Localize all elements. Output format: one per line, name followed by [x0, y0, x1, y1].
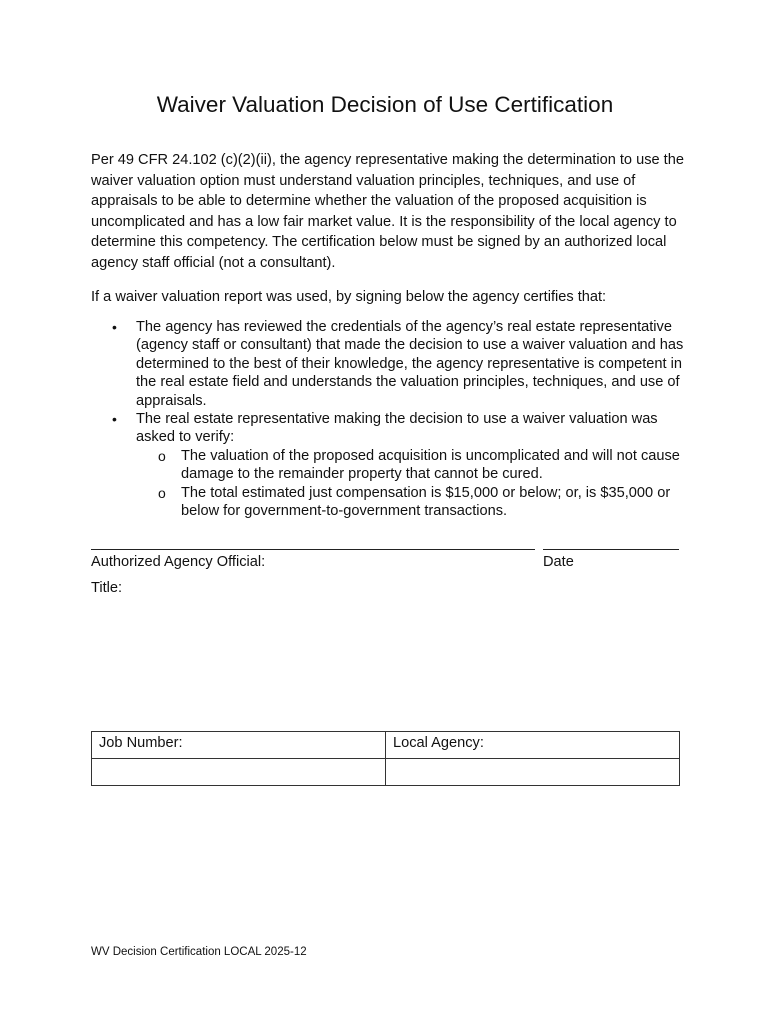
certification-item-text: The agency has reviewed the credentials of the agency’s real estate representative (agency staff or consultant) that made the decision to use a waiver valuation and has determined to the best of their knowledge, the agency representative is competent in the real estate field and understands the valuation principles, techniques, and use of appraisals.	[136, 319, 684, 409]
verification-item-text: The total estimated just compensation is $15,000 or below; or, is $35,000 or below for government-to-government transactions.	[181, 484, 671, 520]
certification-lead: If a waiver valuation report was used, by signing below the agency certifies that:	[91, 289, 607, 305]
date-label: Date	[543, 554, 574, 570]
page-title: Waiver Valuation Decision of Use Certification	[156, 92, 614, 117]
verification-item	[136, 447, 691, 484]
title-label: Title:	[91, 580, 123, 596]
verification-sublist	[136, 447, 691, 521]
footer-text: WV Decision Certification LOCAL 2025-12	[91, 946, 307, 958]
local-agency-label: Local Agency:	[386, 732, 680, 759]
local-agency-field[interactable]	[386, 759, 680, 786]
verification-item	[136, 484, 691, 521]
certification-item-text: The real estate representative making the decision to use a waiver valuation was asked to verify:	[136, 411, 658, 446]
certification-item	[91, 318, 691, 410]
certification-list	[91, 318, 691, 520]
official-signature-line[interactable]	[91, 549, 535, 550]
official-label: Authorized Agency Official:	[91, 554, 266, 570]
table-header-row	[92, 732, 680, 759]
certification-item	[91, 410, 691, 520]
intro-paragraph: Per 49 CFR 24.102 (c)(2)(ii), the agency representative making the determination to use the waiver valuation option must understand valuation principles, techniques, and use of appraisals to be able to determine whether the valuation of the proposed acquisition is uncomplicated and has a low fair market value. It is the responsibility of the local agency to determine this competency. The certification below must be signed by an authorized local agency staff official (not a consultant).	[91, 152, 684, 271]
table-entry-row	[92, 759, 680, 786]
job-info-table	[91, 731, 680, 786]
date-signature-line[interactable]	[543, 549, 679, 550]
job-number-label: Job Number:	[92, 732, 386, 759]
job-number-field[interactable]	[92, 759, 386, 786]
verification-item-text: The valuation of the proposed acquisition is uncomplicated and will not cause damage to the remainder property that cannot be cured.	[181, 447, 680, 483]
